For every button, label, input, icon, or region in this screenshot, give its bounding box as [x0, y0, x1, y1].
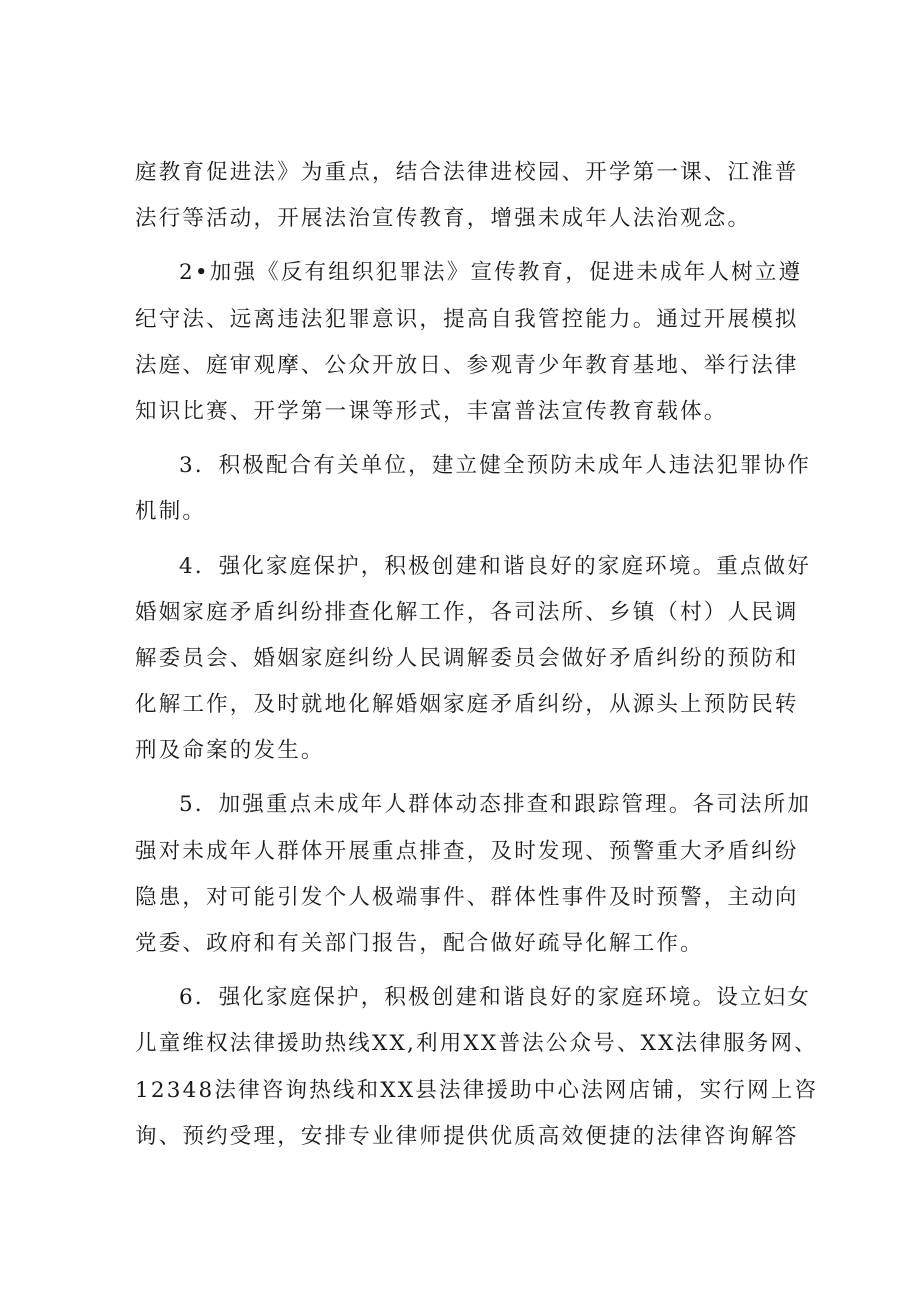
paragraph-line: 询、预约受理，安排专业律师提供优质高效便捷的法律咨询解答	[135, 1123, 799, 1149]
paragraph-line: 法庭、庭审观摩、公众开放日、参观青少年教育基地、举行法律	[135, 352, 799, 378]
paragraph-line: 4．强化家庭保护，积极创建和谐良好的家庭环境。重点做好	[179, 553, 812, 579]
paragraph-line: 庭教育促进法》为重点，结合法律进校园、开学第一课、江淮普	[135, 160, 799, 185]
paragraph-line: 刑及命案的发生。	[135, 738, 325, 764]
paragraph-line: 儿童维权法律援助热线XX,利用XX普法公众号、XX法律服务网、	[135, 1031, 818, 1057]
paragraph-line: 党委、政府和有关部门报告，配合做好疏导化解工作。	[135, 931, 704, 956]
paragraph-line: 5．加强重点未成年人群体动态排查和跟踪管理。各司法所加	[179, 792, 812, 818]
paragraph-4	[135, 544, 812, 775]
paragraph-2	[135, 250, 803, 435]
paragraph-line: 隐患，对可能引发个人极端事件、群体性事件及时预警，主动向	[135, 884, 799, 910]
paragraph-line: 解委员会、婚姻家庭纠纷人民调解委员会做好矛盾纠纷的预防和	[135, 645, 799, 671]
paragraph-3	[135, 443, 812, 535]
paragraph-5	[135, 782, 812, 967]
paragraph-line: 婚姻家庭矛盾纠纷排查化解工作，各司法所、乡镇（村）人民调	[135, 599, 799, 625]
paragraph-line: 知识比赛、开学第一课等形式，丰富普法宣传教育载体。	[135, 398, 728, 424]
paragraph-line: 12348法律咨询热线和XX县法律援助中心法网店铺，实行网上咨	[135, 1077, 819, 1103]
paragraph-line: 强对未成年人群体开展重点排查，及时发现、预警重大矛盾纠纷	[135, 838, 799, 864]
paragraph-line: 机制。	[135, 499, 207, 525]
paragraph-line: 化解工作，及时就地化解婚姻家庭矛盾纠纷，从源头上预防民转	[135, 692, 799, 718]
paragraph-line: 3．积极配合有关单位，建立健全预防未成年人违法犯罪协作	[179, 453, 812, 479]
paragraph-line: 纪守法、远离违法犯罪意识，提高自我管控能力。通过开展模拟	[135, 306, 799, 332]
paragraph-line: 2•加强《反有组织犯罪法》宣传教育，促进未成年人树立遵	[179, 260, 803, 286]
paragraph-line: 法行等活动，开展法治宣传教育，增强未成年人法治观念。	[135, 206, 752, 232]
document-body	[135, 150, 819, 1160]
paragraph-6	[135, 975, 819, 1160]
paragraph-1	[135, 150, 799, 242]
paragraph-line: 6．强化家庭保护，积极创建和谐良好的家庭环境。设立妇女	[179, 985, 812, 1011]
